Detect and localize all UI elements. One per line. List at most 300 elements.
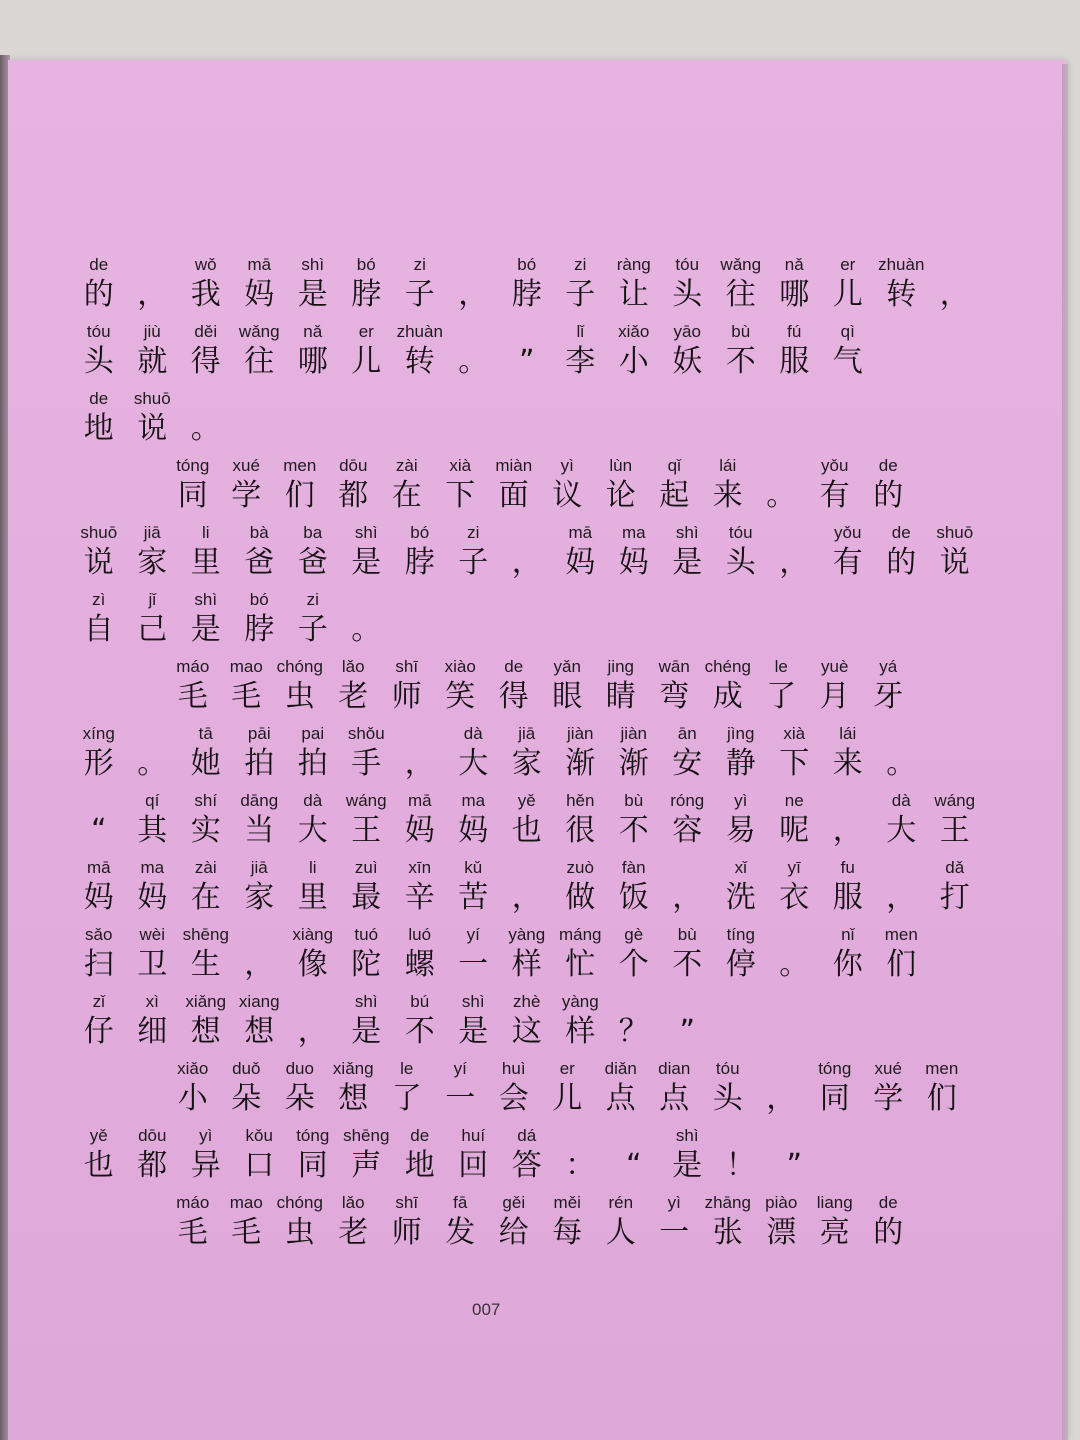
pinyin: shì [675,1126,699,1145]
ruby-unit [273,456,327,516]
hanzi: ” [518,344,535,379]
text-line [72,918,918,985]
hanzi: 很 [565,813,596,848]
hanzi: 妈 [404,813,435,848]
pinyin: lǎo [341,1193,365,1212]
pinyin: zuì [354,858,378,877]
ruby-unit [286,1126,340,1186]
ruby-unit [233,523,287,583]
hanzi: 就 [137,344,168,379]
ruby-unit [768,255,822,315]
hanzi: 们 [926,1081,957,1116]
pinyin: xǐ [734,858,747,877]
text-line [72,583,902,650]
ruby-unit [487,1059,541,1119]
pinyin: gěi [502,1193,526,1212]
text-line [72,1052,959,1119]
pinyin: xiǎng [185,992,227,1011]
pinyin: zi [413,255,426,274]
ruby-unit [126,992,180,1052]
pinyin: jiā [143,523,161,542]
hanzi: 了 [766,679,797,714]
hanzi: ？ [618,1014,649,1049]
pinyin: bó [356,255,376,274]
pinyin: mao [229,657,263,676]
ruby-unit [862,456,916,516]
hanzi: ， [766,1081,797,1116]
ruby-unit [340,1126,394,1186]
hanzi: 样 [511,947,542,982]
hanzi: 大 [886,813,917,848]
pinyin: fàn [621,858,646,877]
hanzi: 在 [391,478,422,513]
ruby-unit [661,858,715,918]
ruby-unit [768,1126,822,1186]
ruby-unit [233,590,287,650]
ruby-unit [447,858,501,918]
hanzi: 螺 [404,947,435,982]
ruby-unit [72,322,126,382]
hanzi: 是 [190,612,221,647]
ruby-unit [821,322,875,382]
hanzi: 妈 [565,545,596,580]
ruby-unit [500,1126,554,1186]
hanzi: 睛 [605,679,636,714]
ruby-unit [126,791,180,851]
hanzi: 易 [725,813,756,848]
hanzi: ， [137,277,168,312]
pinyin: xiǎo [618,322,650,341]
pinyin: duo [285,1059,314,1078]
hanzi: 往 [725,277,756,312]
ruby-unit [273,1059,327,1119]
pinyin: li [308,858,317,877]
hanzi: 头 [725,545,756,580]
hanzi: 不 [404,1014,435,1049]
pinyin: qí [145,791,160,810]
hanzi: 发 [445,1215,476,1250]
pinyin: mā [86,858,111,877]
hanzi: 哪 [297,344,328,379]
hanzi: 里 [297,880,328,915]
hanzi: 给 [498,1215,529,1250]
hanzi: 亮 [819,1215,850,1250]
pinyin: zhuàn [878,255,925,274]
ruby-unit [273,657,327,717]
ruby-unit [393,858,447,918]
hanzi: ， [244,947,275,982]
hanzi: 张 [712,1215,743,1250]
hanzi: 卫 [137,947,168,982]
ruby-unit [661,724,715,784]
ruby-unit [875,791,929,851]
ruby-unit [166,1193,220,1253]
pinyin: jǐ [148,590,157,609]
pinyin: zi [467,523,480,542]
ruby-unit [286,791,340,851]
text-line [72,516,974,583]
ruby-unit [340,858,394,918]
ruby-unit [714,925,768,985]
pinyin: ān [677,724,697,743]
hanzi: 子 [297,612,328,647]
hanzi: 的 [886,545,917,580]
pinyin: yì [734,791,748,810]
hanzi: 个 [618,947,649,982]
hanzi: 也 [511,813,542,848]
hanzi: 妈 [618,545,649,580]
ruby-unit [434,1193,488,1253]
ruby-unit [286,590,340,650]
pinyin: zì [92,590,106,609]
pinyin: xià [449,456,472,475]
hanzi: 停 [725,947,756,982]
pinyin: fu [840,858,855,877]
hanzi: 。 [886,746,917,781]
ruby-unit [875,925,929,985]
pinyin: nǎ [303,322,323,341]
ruby-unit [340,322,394,382]
pinyin: yě [89,1126,108,1145]
ruby-unit [701,657,755,717]
ruby-unit [393,322,447,382]
hanzi: 是 [297,277,328,312]
ruby-unit [755,456,809,516]
pinyin: ba [303,523,323,542]
ruby-unit [607,1126,661,1186]
ruby-unit [928,791,982,851]
pinyin: zhè [513,992,541,1011]
ruby-unit [915,1059,969,1119]
hanzi: 笑 [445,679,476,714]
pinyin: pāi [247,724,271,743]
pinyin: děi [194,322,218,341]
ruby-unit [607,992,661,1052]
hanzi: 最 [351,880,382,915]
hanzi: 脖 [404,545,435,580]
ruby-unit [233,724,287,784]
pinyin: mā [568,523,593,542]
hanzi: 月 [819,679,850,714]
hanzi: 呢 [779,813,810,848]
pinyin: lǐ [576,322,585,341]
hanzi: 大 [458,746,489,781]
hanzi: 往 [244,344,275,379]
ruby-unit [487,456,541,516]
hanzi: 成 [712,679,743,714]
pinyin: tóu [675,255,700,274]
hanzi: 点 [659,1081,690,1116]
hanzi: 是 [351,545,382,580]
pinyin: chóng [276,1193,323,1212]
ruby-unit [393,791,447,851]
ruby-unit [808,456,862,516]
text-line [72,1186,902,1253]
pinyin: zài [194,858,217,877]
hanzi: 家 [137,545,168,580]
ruby-unit [875,523,929,583]
pinyin: lǎo [341,657,365,676]
pinyin: bó [517,255,537,274]
ruby-unit [500,724,554,784]
hanzi: 己 [137,612,168,647]
hanzi: 当 [244,813,275,848]
ruby-unit [340,925,394,985]
pinyin: le [774,657,788,676]
ruby-unit [607,255,661,315]
hanzi: 李 [565,344,596,379]
ruby-unit [220,456,274,516]
pinyin: chéng [704,657,751,676]
hanzi: 是 [672,1148,703,1183]
pinyin: mao [229,1193,263,1212]
ruby-unit [875,255,929,315]
pinyin: shuō [80,523,118,542]
pinyin: shēng [182,925,229,944]
ruby-unit [554,322,608,382]
hanzi: 老 [338,1215,369,1250]
pinyin: bù [624,791,644,810]
ruby-unit [179,322,233,382]
ruby-unit [340,590,394,650]
pinyin: bù [731,322,751,341]
ruby-unit [233,992,287,1052]
hanzi: 回 [458,1148,489,1183]
pinyin: ma [621,523,646,542]
pinyin: xué [232,456,260,475]
hanzi: 脖 [511,277,542,312]
ruby-unit [447,791,501,851]
ruby-unit [928,255,982,315]
hanzi: 哪 [779,277,810,312]
hanzi: 地 [83,411,114,446]
pinyin: tā [198,724,213,743]
ruby-unit [286,992,340,1052]
hanzi: 王 [939,813,970,848]
pinyin: xíng [82,724,115,743]
ruby-unit [487,1193,541,1253]
pinyin: dian [658,1059,691,1078]
hanzi: 脖 [244,612,275,647]
ruby-unit [447,724,501,784]
ruby-unit [393,255,447,315]
pinyin: tóng [176,456,210,475]
hanzi: ， [672,880,703,915]
hanzi: 手 [351,746,382,781]
text-line [72,784,976,851]
hanzi: 师 [391,679,422,714]
ruby-unit [126,724,180,784]
text-line [72,248,970,315]
ruby-unit [607,791,661,851]
text-line [72,1119,902,1186]
page-number: 007 [472,1300,501,1319]
text-line [72,650,902,717]
ruby-unit [554,925,608,985]
hanzi: 下 [779,746,810,781]
ruby-unit [166,657,220,717]
ruby-unit [607,858,661,918]
hanzi: 是 [672,545,703,580]
pinyin: huì [501,1059,526,1078]
pinyin: jiā [518,724,536,743]
ruby-unit [72,791,126,851]
pinyin: jiàn [567,724,594,743]
ruby-unit [821,791,875,851]
hanzi: 渐 [565,746,596,781]
ruby-unit [327,456,381,516]
ruby-unit [862,1059,916,1119]
ruby-unit [768,523,822,583]
ruby-unit [286,523,340,583]
ruby-unit [541,657,595,717]
hanzi: 头 [83,344,114,379]
pinyin: dá [517,1126,537,1145]
pinyin: yí [466,925,480,944]
ruby-unit [701,456,755,516]
hanzi: ： [565,1148,596,1183]
ruby-unit [340,255,394,315]
hanzi: 苦 [458,880,489,915]
pinyin: dāng [240,791,279,810]
pinyin: tóng [296,1126,330,1145]
hanzi: 她 [190,746,221,781]
ruby-unit [72,858,126,918]
story-text [72,248,976,1253]
ruby-unit [875,858,929,918]
ruby-unit [393,724,447,784]
pinyin: bú [410,992,430,1011]
pinyin: shì [461,992,485,1011]
ruby-unit [768,791,822,851]
hanzi: 。 [190,411,221,446]
hanzi: 是 [458,1014,489,1049]
hanzi: 议 [552,478,583,513]
pinyin: shí [194,791,218,810]
ruby-unit [273,1193,327,1253]
ruby-unit [821,858,875,918]
ruby-unit [286,322,340,382]
ruby-unit [340,724,394,784]
hanzi: ” [786,1148,803,1183]
pinyin: yàng [561,992,599,1011]
ruby-unit [179,255,233,315]
hanzi: 我 [190,277,221,312]
hanzi: 生 [190,947,221,982]
hanzi: ， [939,277,970,312]
pinyin: tóu [715,1059,740,1078]
hanzi: 拍 [297,746,328,781]
ruby-unit [594,456,648,516]
ruby-unit [179,858,233,918]
pinyin: tóng [818,1059,852,1078]
pinyin: chóng [276,657,323,676]
pinyin: máo [176,1193,210,1212]
hanzi: 朵 [284,1081,315,1116]
pinyin: shì [675,523,699,542]
ruby-unit [233,858,287,918]
ruby-unit [661,523,715,583]
pinyin: shì [194,590,218,609]
pinyin: wǎng [238,322,280,341]
pinyin: xià [783,724,806,743]
ruby-unit [220,1193,274,1253]
ruby-unit [327,1059,381,1119]
pinyin: bó [410,523,430,542]
hanzi: 虫 [284,1215,315,1250]
pinyin: xiang [238,992,280,1011]
pinyin: qì [840,322,855,341]
pinyin: shī [395,1193,419,1212]
hanzi: 你 [832,947,863,982]
pinyin: dà [303,791,323,810]
hanzi: 会 [498,1081,529,1116]
ruby-unit [126,858,180,918]
ruby-unit [554,992,608,1052]
ruby-unit [875,724,929,784]
pinyin: dǎ [945,858,965,877]
ruby-unit [862,1193,916,1253]
ruby-unit [661,1126,715,1186]
ruby-unit [72,1126,126,1186]
pinyin: xīn [408,858,432,877]
pinyin: de [878,1193,898,1212]
hanzi: ， [297,1014,328,1049]
ruby-unit [340,791,394,851]
ruby-unit [179,992,233,1052]
hanzi: 不 [725,344,756,379]
hanzi: 学 [231,478,262,513]
pinyin: dà [891,791,911,810]
pinyin: miàn [495,456,533,475]
pinyin: er [840,255,856,274]
pinyin: ràng [616,255,651,274]
hanzi: 其 [137,813,168,848]
pinyin: nǎ [784,255,804,274]
hanzi: 一 [458,947,489,982]
pinyin: máo [176,657,210,676]
ruby-unit [594,1193,648,1253]
ruby-unit [768,724,822,784]
pinyin: mā [407,791,432,810]
hanzi: 静 [725,746,756,781]
pinyin: pai [301,724,325,743]
pinyin: xué [874,1059,902,1078]
hanzi: 儿 [351,344,382,379]
hanzi: 想 [190,1014,221,1049]
hanzi: 的 [873,478,904,513]
hanzi: 毛 [231,679,262,714]
hanzi: 小 [618,344,649,379]
hanzi: 转 [404,344,435,379]
pinyin: yì [560,456,574,475]
hanzi: “ [90,813,107,848]
hanzi: 忙 [565,947,596,982]
ruby-unit [447,1126,501,1186]
ruby-unit [714,322,768,382]
pinyin: shēng [343,1126,390,1145]
pinyin: zhuàn [396,322,443,341]
hanzi: 毛 [177,679,208,714]
pinyin: men [283,456,317,475]
pinyin: jing [607,657,634,676]
pinyin: tóu [86,322,111,341]
hanzi: 异 [190,1148,221,1183]
hanzi: 妈 [83,880,114,915]
ruby-unit [179,1126,233,1186]
ruby-unit [541,1059,595,1119]
ruby-unit [126,322,180,382]
